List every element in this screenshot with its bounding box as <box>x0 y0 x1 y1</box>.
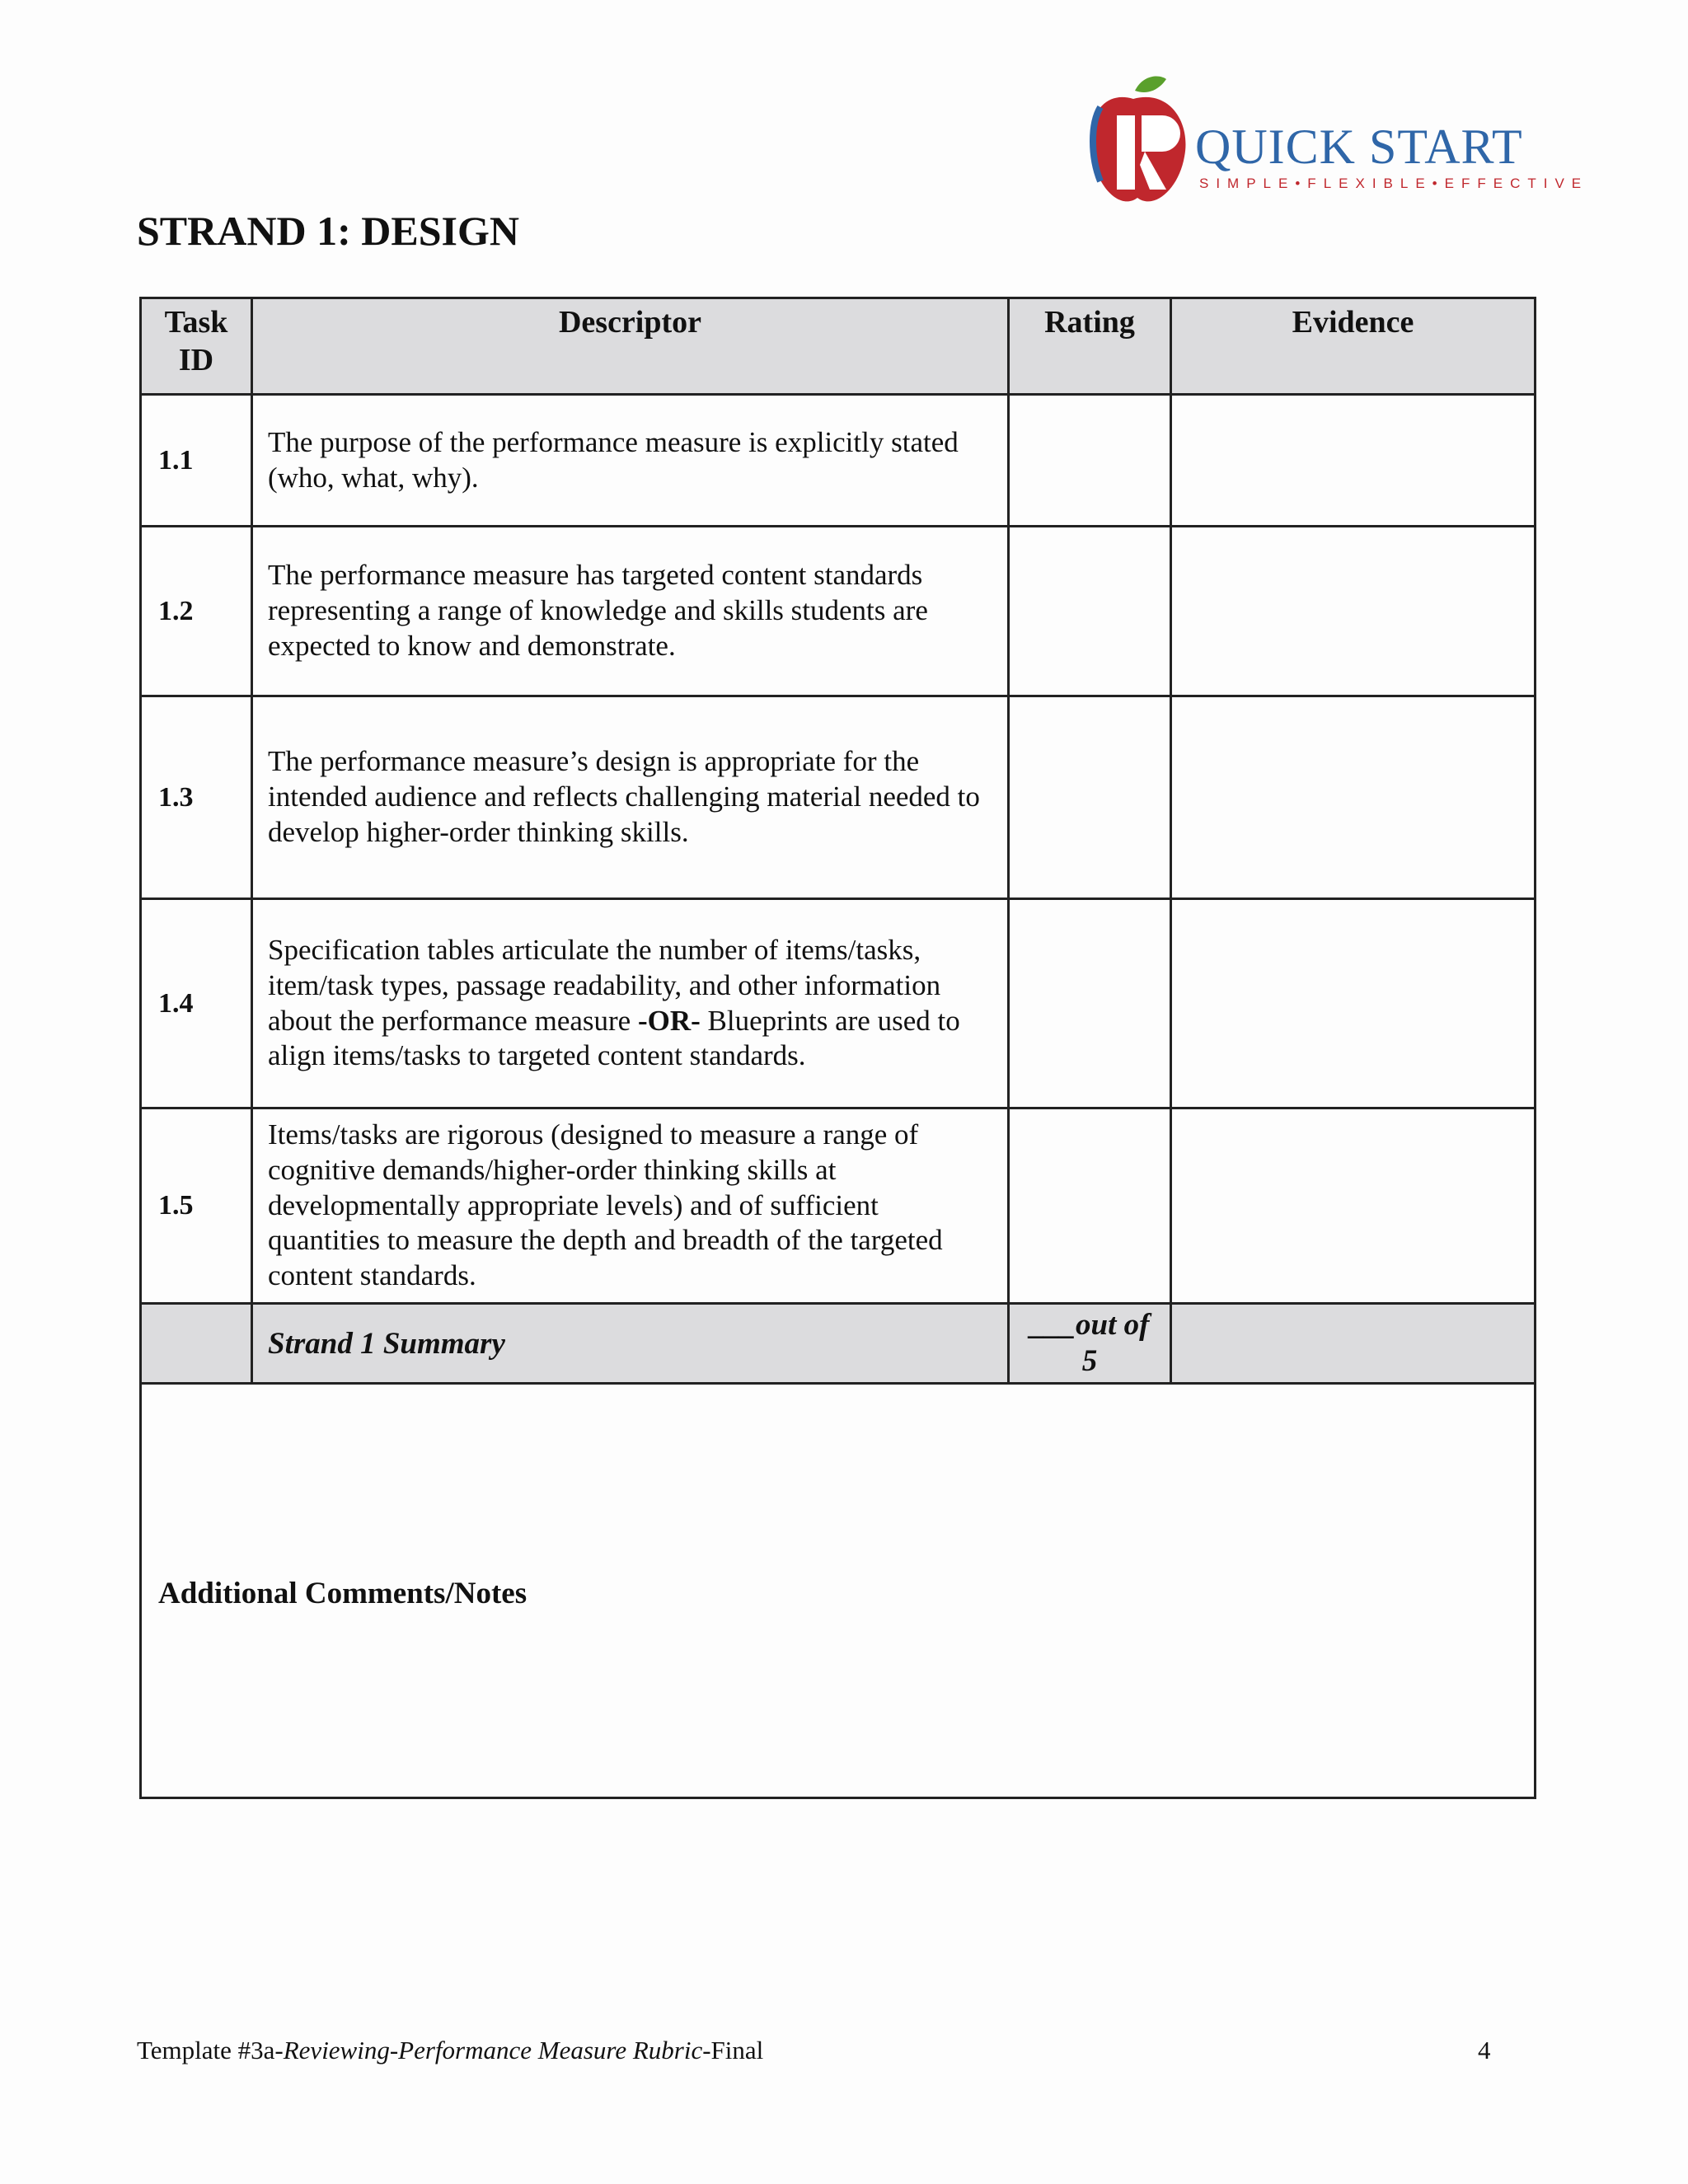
summary-label: Strand 1 Summary <box>252 1304 1009 1384</box>
page-title: STRAND 1: DESIGN <box>137 208 519 254</box>
notes-row <box>141 1384 1536 1798</box>
footer-prefix: Template #3a- <box>137 2036 284 2064</box>
descriptor-text: Specification tables articulate the number of items/tasks, item/task types, passage readability, and other information about the performance measure <box>268 934 941 1037</box>
descriptor <box>252 899 1009 1108</box>
summary-row <box>141 1304 1536 1384</box>
notes-cell[interactable] <box>141 1384 1536 1798</box>
rubric-table <box>139 297 1536 1799</box>
rating-cell[interactable] <box>1009 696 1171 899</box>
task-id: 1.3 <box>141 696 252 899</box>
header-task-id: Task ID <box>141 298 252 395</box>
table-row <box>141 899 1536 1108</box>
summary-id-cell <box>141 1304 252 1384</box>
rating-total: 5 <box>1081 1344 1098 1378</box>
table-header-row <box>141 298 1536 395</box>
rating-cell[interactable] <box>1009 899 1171 1108</box>
evidence-cell[interactable] <box>1171 395 1536 527</box>
rating-cell[interactable] <box>1009 527 1171 696</box>
or-emphasis: -OR- <box>637 1004 701 1037</box>
table-row <box>141 1108 1536 1304</box>
summary-evidence-cell[interactable] <box>1171 1304 1536 1384</box>
descriptor-text: Blueprints are used to align items/tasks to targeted content standards. <box>268 1004 960 1072</box>
header-rating: Rating <box>1009 298 1171 395</box>
evidence-cell[interactable] <box>1171 696 1536 899</box>
logo-tagline: SIMPLE•FLEXIBLE•EFFECTIVE <box>1199 176 1589 191</box>
rating-out-of: out of <box>1076 1307 1150 1342</box>
descriptor: The performance measure has targeted content standards representing a range of knowledge and skills students are expected to know and demonstrate. <box>252 527 1009 696</box>
evidence-cell[interactable] <box>1171 527 1536 696</box>
descriptor: Items/tasks are rigorous (designed to measure a range of cognitive demands/higher-order thinking skills at developmentally appropriate levels) and of sufficient quantities to measure the depth and breadth of the targeted content standards. <box>252 1108 1009 1304</box>
rating-cell[interactable] <box>1009 1108 1171 1304</box>
task-id: 1.1 <box>141 395 252 527</box>
task-id: 1.4 <box>141 899 252 1108</box>
table-row <box>141 527 1536 696</box>
summary-rating[interactable] <box>1009 1304 1171 1384</box>
apple-hr-logo-icon <box>1084 74 1191 214</box>
table-row <box>141 395 1536 527</box>
footer-template-name <box>137 2036 763 2065</box>
table-row <box>141 696 1536 899</box>
header-evidence: Evidence <box>1171 298 1536 395</box>
header-descriptor: Descriptor <box>252 298 1009 395</box>
rating-cell[interactable] <box>1009 395 1171 527</box>
task-id: 1.2 <box>141 527 252 696</box>
notes-label: Additional Comments/Notes <box>158 1576 528 1610</box>
page-number: 4 <box>1478 2036 1491 2064</box>
rating-blank[interactable]: ___ <box>1029 1307 1076 1342</box>
footer-italic: Reviewing-Performance Measure Rubric <box>283 2036 703 2064</box>
task-id: 1.5 <box>141 1108 252 1304</box>
quick-start-logo <box>1084 74 1589 214</box>
logo-brand-text: QUICK START <box>1195 120 1523 174</box>
descriptor: The purpose of the performance measure is explicitly stated (who, what, why). <box>252 395 1009 527</box>
footer-suffix: -Final <box>702 2036 764 2064</box>
evidence-cell[interactable] <box>1171 1108 1536 1304</box>
evidence-cell[interactable] <box>1171 899 1536 1108</box>
descriptor: The performance measure’s design is appropriate for the intended audience and reflects challenging material needed to develop higher-order thinking skills. <box>252 696 1009 899</box>
